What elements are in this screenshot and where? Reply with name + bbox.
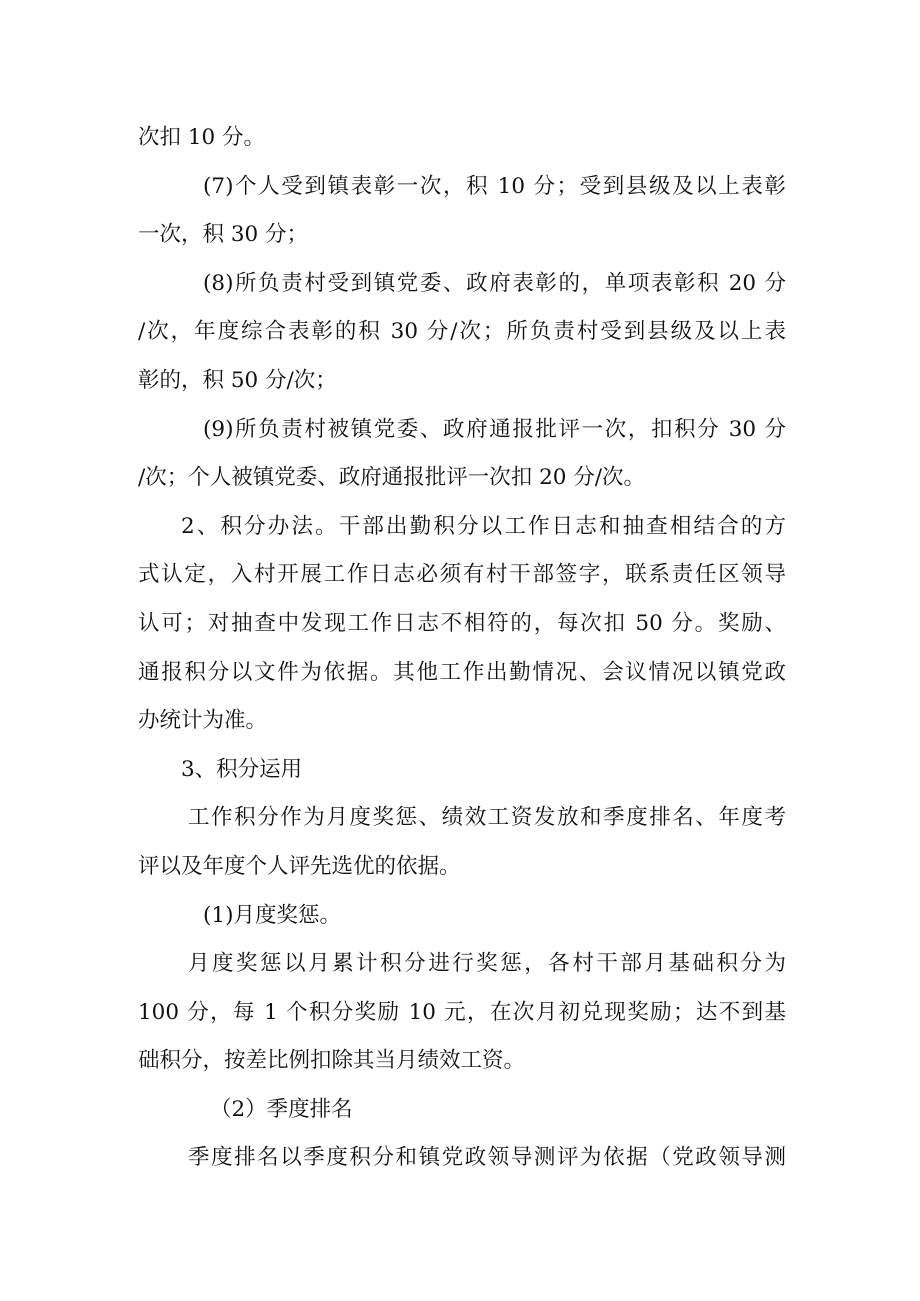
text-line: 工作积分作为月度奖惩、绩效工资发放和季度排名、年度考 — [188, 805, 786, 831]
text-line: 3、积分运用 — [181, 756, 303, 782]
text-line: 彰的，积 50 分/次； — [138, 367, 337, 393]
text-line: 季度排名以季度积分和镇党政领导测评为依据（党政领导测 — [188, 1145, 786, 1171]
text-line: (7)个人受到镇表彰一次，积 10 分；受到县级及以上表彰 — [203, 173, 786, 199]
text-line: /次；个人被镇党委、政府通报批评一次扣 20 分/次。 — [138, 465, 646, 491]
text-line: /次，年度综合表彰的积 30 分/次；所负责村受到县级及以上表 — [138, 319, 786, 345]
text-line: 础积分，按差比例扣除其当月绩效工资。 — [138, 1048, 526, 1074]
text-line: 100 分，每 1 个积分奖励 10 元，在次月初兑现奖励；达不到基 — [138, 999, 786, 1025]
text-line: 办统计为准。 — [138, 708, 268, 734]
text-line: 评以及年度个人评先选优的依据。 — [138, 853, 461, 879]
text-line: 2、积分办法。干部出勤积分以工作日志和抽查相结合的方 — [181, 513, 786, 539]
text-line: 次扣 10 分。 — [138, 125, 266, 150]
text-line: （2）季度排名 — [210, 1096, 353, 1122]
text-line: 认可；对抽查中发现工作日志不相符的，每次扣 50 分。奖励、 — [138, 610, 786, 636]
text-line: 月度奖惩以月累计积分进行奖惩，各村干部月基础积分为 — [188, 951, 786, 977]
body-text — [138, 114, 786, 1183]
text-line: 式认定，入村开展工作日志必须有村干部签字，联系责任区领导 — [138, 562, 786, 588]
text-line: (9)所负责村被镇党委、政府通报批评一次，扣积分 30 分 — [203, 416, 786, 442]
text-line: (8)所负责村受到镇党委、政府表彰的，单项表彰积 20 分 — [203, 270, 786, 296]
text-line: 通报积分以文件为依据。其他工作出勤情况、会议情况以镇党政 — [138, 659, 786, 685]
text-line: 一次，积 30 分； — [138, 222, 309, 248]
text-line: (1)月度奖惩。 — [203, 902, 341, 928]
